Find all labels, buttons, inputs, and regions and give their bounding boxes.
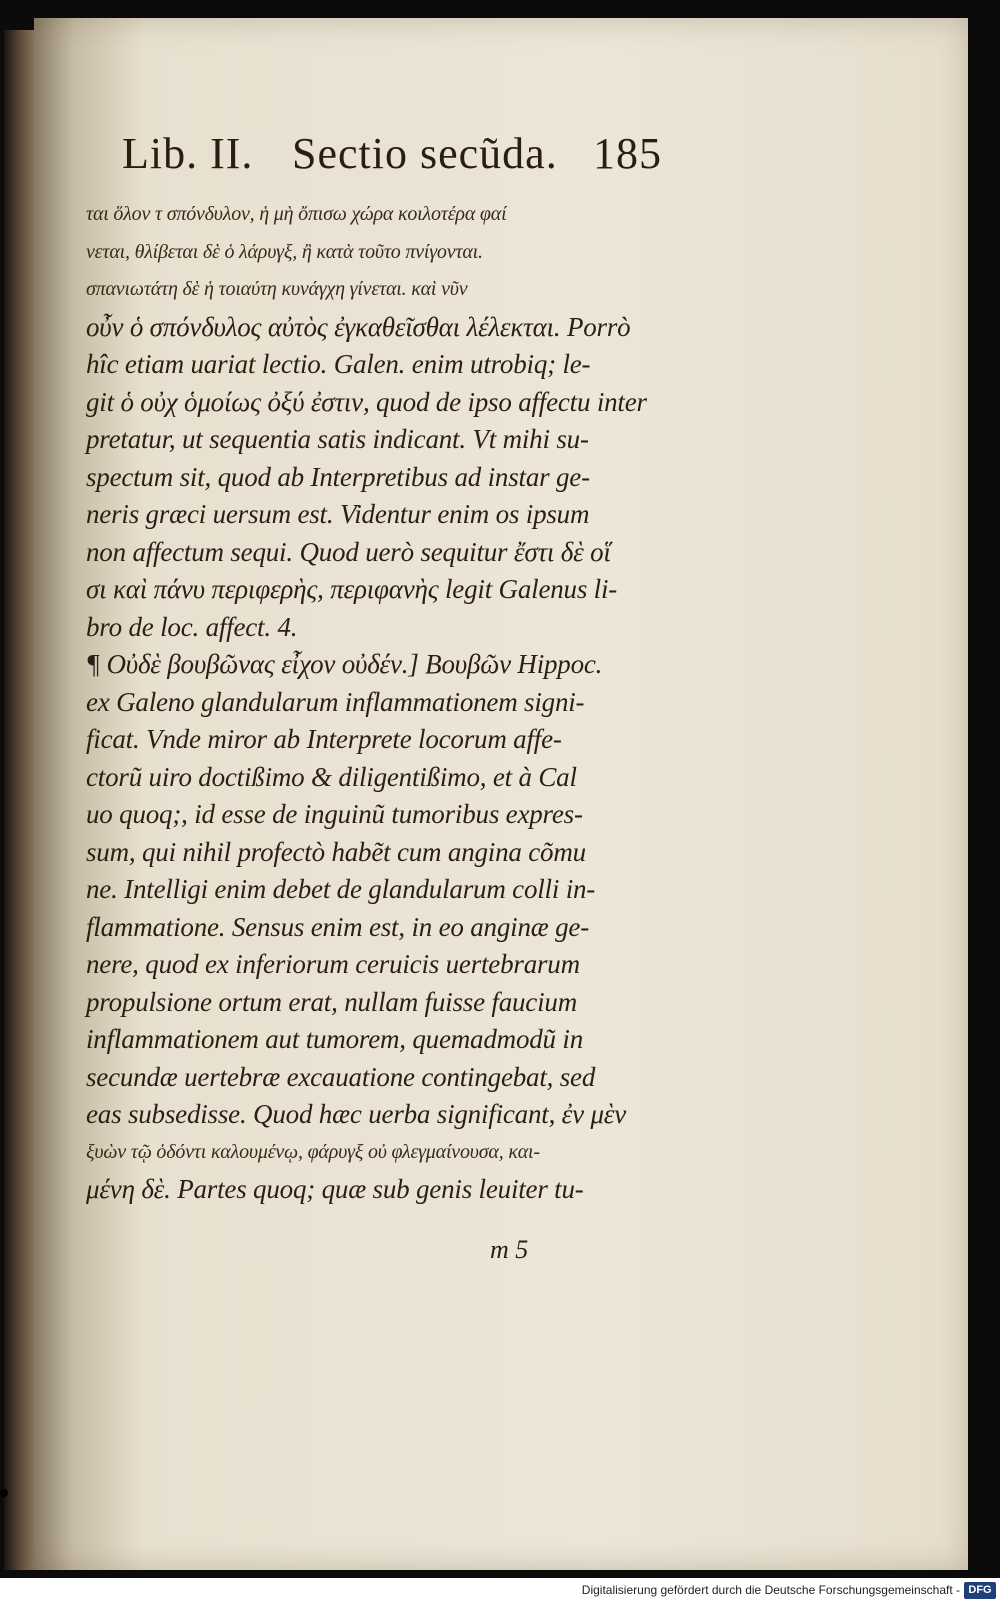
- text-line: ξυὼν τῷ ὁδόντι καλουμένῳ, φάρυγξ οὐ φλεγμαίνουσα, και-: [86, 1140, 540, 1163]
- text-line: ¶ Οὐδὲ βουβῶνας εἶχον οὐδέν.] Βουβῶν Hippoc.: [86, 649, 603, 679]
- text-line: secundæ uertebræ excauatione contingebat, sed: [86, 1061, 596, 1092]
- text-line: μένη δὲ. Partes quoq; quæ sub genis leuiter tu-: [86, 1174, 584, 1204]
- text-line: νεται, θλίβεται δὲ ὁ λάρυγξ, ἢ κατὰ τοῦτο πνίγονται.: [86, 240, 483, 263]
- funding-note: Digitalisierung gefördert durch die Deutsche Forschungsgemeinschaft -: [581, 1583, 960, 1597]
- text-line: οὖν ὁ σπόνδυλος αὐτὸς ἐγκαθεῖσθαι λέλεκται. Porrò: [86, 311, 631, 342]
- header-section: Sectio secũda.: [292, 129, 558, 178]
- text-line: git ὁ οὐχ ὁμοίως ὀξύ ἐστιν, quod de ipso affectu inter: [86, 386, 647, 417]
- text-line: neris græci uersum est. Videntur enim os ipsum: [86, 499, 590, 529]
- text-line: ται ὅλον τ σπόνδυλον, ἡ μὴ ὄπισω χώρα κοιλοτέρα φαί: [86, 203, 507, 225]
- page-header: [122, 128, 662, 188]
- text-line: non affectum sequi. Quod uerò sequitur ἔστι δὲ οἵ: [86, 536, 611, 567]
- dfg-logo: DFG: [964, 1582, 996, 1599]
- text-line: ex Galeno glandularum inflammationem signi-: [86, 686, 585, 717]
- header-book: Lib. II.: [122, 129, 254, 178]
- text-line: σι καὶ πάνυ περιφερὴς, περιφανὴς legit Galenus li-: [86, 574, 618, 604]
- text-line: nere, quod ex inferiorum ceruicis uertebrarum: [86, 949, 580, 979]
- text-line: σπανιωτάτη δὲ ἡ τοιαύτη κυνάγχη γίνεται. καὶ νῦν: [86, 278, 468, 300]
- text-line: eas subsedisse. Quod hæc uerba significant, ἐν μὲν: [86, 1099, 627, 1129]
- text-line: ctorũ uiro doctißimo & diligentißimo, et à Cal: [86, 761, 577, 792]
- text-line: uo quoq;, id esse de inguinũ tumoribus expres-: [86, 799, 583, 829]
- text-line: ne. Intelligi enim debet de glandularum colli in-: [86, 874, 596, 904]
- text-line: bro de loc. affect. 4.: [86, 611, 298, 642]
- text-line: inflammationem aut tumorem, quemadmodũ in: [86, 1024, 584, 1054]
- text-line: ficat. Vnde miror ab Interprete locorum affe-: [86, 724, 562, 754]
- signature-mark: m 5: [490, 1235, 529, 1264]
- page-body: [86, 196, 686, 1209]
- text-line: flammatione. Sensus enim est, in eo anginæ ge-: [86, 911, 589, 942]
- text-line: propulsione ortum erat, nullam fuisse faucium: [86, 986, 577, 1017]
- text-line: sum, qui nihil profectò habẽt cum angina cõmu: [86, 836, 586, 867]
- text-line: spectum sit, quod ab Interpretibus ad instar ge-: [86, 461, 590, 492]
- scan-speck: [0, 1489, 8, 1497]
- page-number: 185: [593, 129, 662, 178]
- footer-bar: [0, 1578, 1000, 1605]
- text-line: pretatur, ut sequentia satis indicant. Vt mihi su-: [86, 424, 589, 454]
- text-line: hîc etiam uariat lectio. Galen. enim utrobiq; le-: [86, 349, 591, 379]
